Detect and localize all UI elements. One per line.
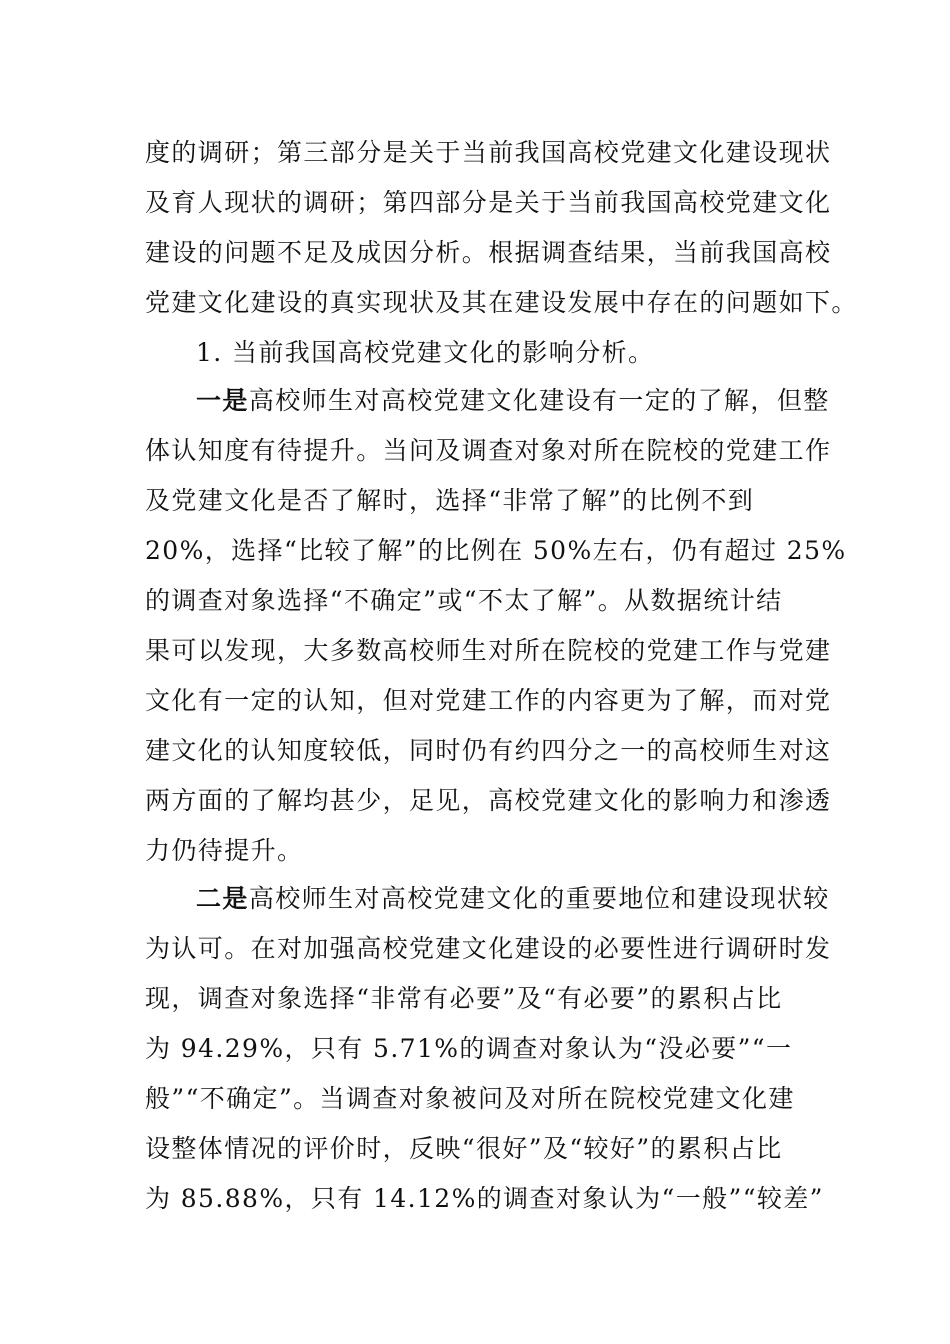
lead-phrase: 一是 <box>196 386 249 415</box>
text-line: 设整体情况的评价时，反映“很好”及“较好”的累积占比 <box>145 1134 783 1163</box>
text-line: 现，调查对象选择“非常有必要”及“有必要”的累积占比 <box>145 984 783 1013</box>
text-line: 党建文化建设的真实现状及其在建设发展中存在的问题如下。 <box>145 288 858 317</box>
text-span: 高校师生对高校党建文化建设有一定的了解，但整 <box>248 386 830 415</box>
text-line: 力仍待提升。 <box>145 836 304 865</box>
text-line: 的调查对象选择“不确定”或“不太了解”。从数据统计结 <box>145 586 783 615</box>
lead-phrase: 二是 <box>196 884 249 913</box>
text-line: 果可以发现，大多数高校师生对所在院校的党建工作与党建 <box>145 636 832 665</box>
text-line: 及党建文化是否了解时，选择“非常了解”的比例不到 <box>145 486 755 515</box>
paragraph-first-line <box>196 376 856 426</box>
text-line: 20%，选择“比较了解”的比例在 50%左右，仍有超过 25% <box>145 536 847 565</box>
text-line: 建设的问题不足及成因分析。根据调查结果，当前我国高校 <box>145 238 832 267</box>
section-heading: 1. 当前我国高校党建文化的影响分析。 <box>196 338 655 367</box>
text-line: 两方面的了解均甚少，足见，高校党建文化的影响力和渗透 <box>145 786 832 815</box>
paragraph-first-line <box>196 874 856 924</box>
text-line: 体认知度有待提升。当问及调查对象对所在院校的党建工作 <box>145 436 832 465</box>
text-line: 建文化的认知度较低，同时仍有约四分之一的高校师生对这 <box>145 736 832 765</box>
text-span: 高校师生对高校党建文化的重要地位和建设现状较 <box>248 884 830 913</box>
text-line: 文化有一定的认知，但对党建工作的内容更为了解，而对党 <box>145 686 832 715</box>
text-line: 及育人现状的调研；第四部分是关于当前我国高校党建文化 <box>145 188 832 217</box>
text-line: 度的调研；第三部分是关于当前我国高校党建文化建设现状 <box>145 138 832 167</box>
text-line: 为 85.88%，只有 14.12%的调查对象认为“一般”“较差” <box>145 1184 824 1213</box>
text-line: 为认可。在对加强高校党建文化建设的必要性进行调研时发 <box>145 934 832 963</box>
text-line: 般”“不确定”。当调查对象被问及对所在院校党建文化建 <box>145 1084 795 1113</box>
text-line: 为 94.29%，只有 5.71%的调查对象认为“没必要”“一 <box>145 1034 793 1063</box>
